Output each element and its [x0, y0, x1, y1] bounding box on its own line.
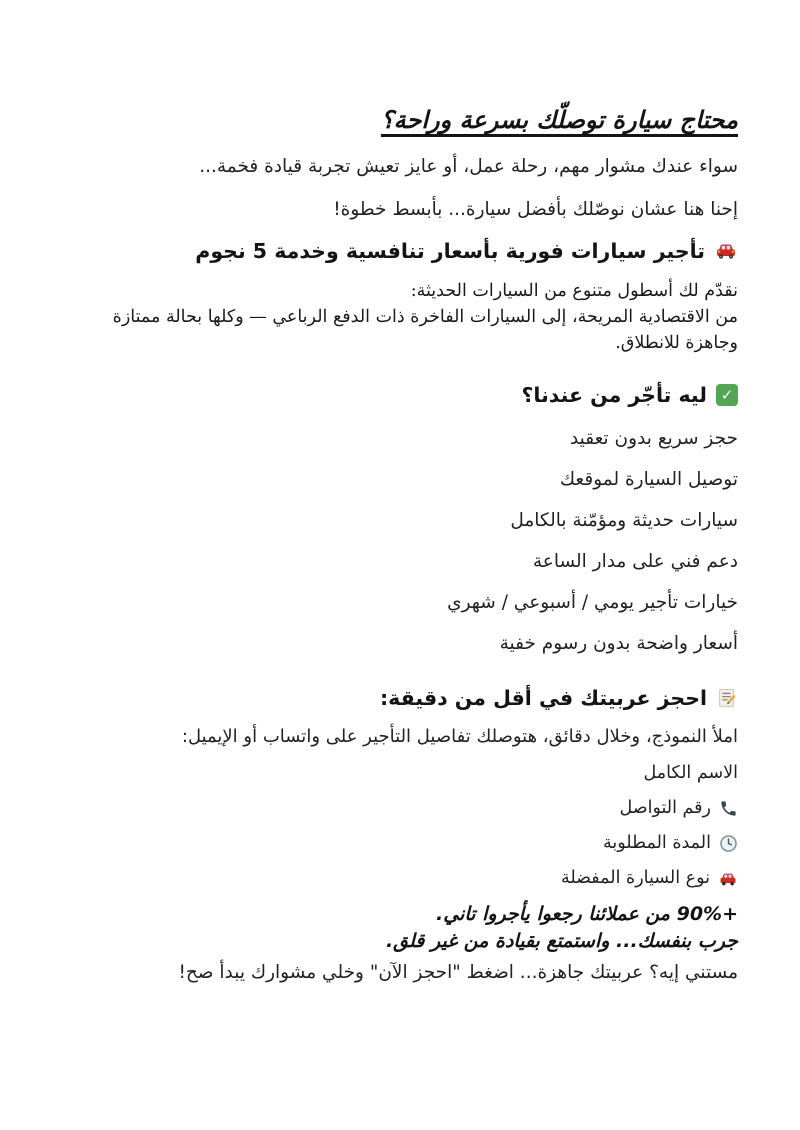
booking-heading-row	[62, 683, 738, 713]
closing-stat: +90% من عملائنا رجعوا يأجروا تاني.	[436, 903, 738, 925]
closing-invite: جرب بنفسك... واستمتع بقيادة من غير قلق.	[385, 930, 738, 952]
closing-block	[62, 901, 738, 986]
car-icon	[714, 239, 738, 263]
benefit-item: سيارات حديثة ومؤمّنة بالكامل	[510, 510, 738, 531]
check-icon: ✓	[716, 384, 738, 406]
fleet-description	[62, 278, 738, 356]
intro-line-2: إحنا هنا عشان نوصّلك بأفضل سيارة... بأبسط خطوة!	[333, 199, 738, 220]
field-label: نوع السيارة المفضلة	[560, 868, 710, 888]
booking-intro: املأ النموذج، وخلال دقائق، هتوصلك تفاصيل التأجير على واتساب أو الإيميل:	[181, 726, 738, 747]
benefits-heading: ليه تأجّر من عندنا؟	[521, 383, 707, 407]
benefit-item: دعم فني على مدار الساعة	[532, 551, 738, 572]
closing-final: مستني إيه؟ عربيتك جاهزة... اضغط "احجز الآن" وخلي مشوارك يبدأ صح!	[178, 962, 738, 983]
field-full-name	[62, 761, 738, 786]
benefit-item: خيارات تأجير يومي / أسبوعي / شهري	[447, 592, 738, 613]
field-duration	[62, 831, 738, 856]
intro-line-1: سواء عندك مشوار مهم، رحلة عمل، أو عايز تعيش تجربة قيادة فخمة...	[199, 156, 738, 177]
booking-fields	[62, 761, 738, 891]
clock-icon	[719, 834, 738, 853]
field-label: رقم التواصل	[619, 798, 711, 818]
field-contact-number	[62, 796, 738, 821]
benefits-list	[62, 426, 738, 657]
field-car-type	[62, 866, 738, 891]
booking-heading: احجز عربيتك في أقل من دقيقة:	[379, 686, 707, 710]
field-label: المدة المطلوبة	[603, 833, 711, 853]
phone-icon	[719, 799, 738, 818]
offer-heading-row	[62, 236, 738, 266]
fleet-line-1: نقدّم لك أسطول متنوع من السيارات الحديثة:	[410, 281, 738, 301]
benefit-item: أسعار واضحة بدون رسوم خفية	[499, 633, 738, 654]
field-label: الاسم الكامل	[643, 763, 738, 783]
car-icon	[718, 869, 738, 889]
benefit-item: حجز سريع بدون تعقيد	[569, 428, 738, 449]
offer-heading: تأجير سيارات فورية بأسعار تنافسية وخدمة 5 نجوم	[195, 239, 705, 263]
fleet-line-2: من الاقتصادية المريحة، إلى السيارات الفاخرة ذات الدفع الرباعي — وكلها بحالة ممتازة وجاهزة للانطلاق.	[112, 307, 738, 353]
benefits-heading-row	[62, 380, 738, 410]
benefit-item: توصيل السيارة لموقعك	[559, 469, 738, 490]
memo-icon	[716, 687, 738, 709]
page-title: محتاج سيارة توصلّك بسرعة وراحة؟	[380, 106, 738, 134]
